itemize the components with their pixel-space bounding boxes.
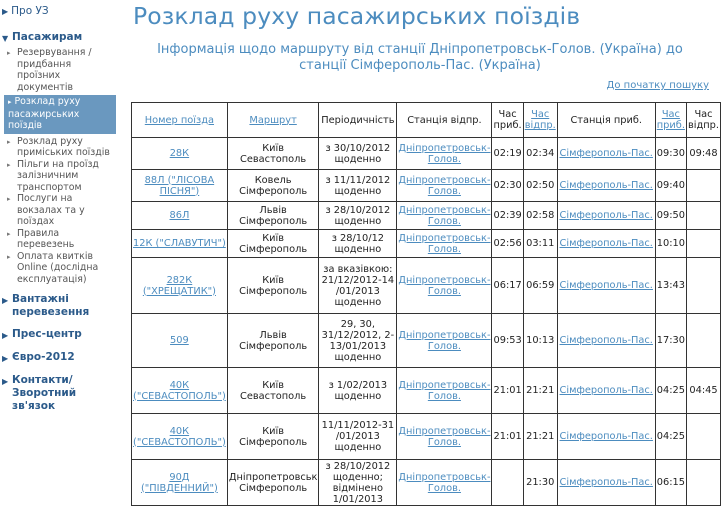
triangle-right-icon: ▸ <box>7 195 11 203</box>
arr-time-cell: 02:39 <box>493 210 522 221</box>
dep-station-link[interactable]: Дніпропетровськ-Голов. <box>398 274 491 297</box>
arr-station-link[interactable]: Сімферополь-Пас. <box>559 477 653 488</box>
table-cell <box>557 170 655 202</box>
triangle-right-icon: ▸ <box>7 137 11 146</box>
table-cell <box>227 138 319 170</box>
arr-time-cell: 02:30 <box>493 180 522 191</box>
sidebar-item-benefits[interactable]: ▸ Пільги на проїзд залізничним транспортом <box>7 158 99 193</box>
triangle-down-icon: ▼ <box>2 34 9 43</box>
table-cell <box>523 230 557 258</box>
route-cell: Київ Севастополь <box>240 142 307 165</box>
arr-time-cell: 17:30 <box>656 335 685 346</box>
triangle-right-icon: ▸ <box>7 49 11 57</box>
sidebar-item-passengers[interactable] <box>0 31 120 45</box>
period-cell: з 28/10/12 щоденно <box>331 232 385 255</box>
route-cell: Львів Сімферополь <box>239 329 308 352</box>
route-cell: Київ Сімферополь <box>239 232 308 255</box>
table-cell <box>397 460 492 506</box>
table-cell <box>557 368 655 414</box>
arr-time-cell: 09:50 <box>656 210 685 221</box>
table-cell <box>523 258 557 314</box>
triangle-right-icon: ▶ <box>2 6 9 16</box>
triangle-right-icon: ▸ <box>7 160 11 169</box>
sidebar-item-reservation[interactable]: ▸ Резервування / придбання проїзних документів <box>7 47 92 93</box>
train-link[interactable]: 88Л ("ЛІСОВА ПІСНЯ") <box>144 174 215 197</box>
table-cell <box>492 202 523 230</box>
route-cell: Київ Сімферополь <box>239 274 308 297</box>
arr-time-cell: 09:53 <box>493 335 522 346</box>
dep-station-link[interactable]: Дніпропетровськ-Голов. <box>398 232 491 255</box>
table-cell <box>227 202 319 230</box>
arr-station-link[interactable]: Сімферополь-Пас. <box>559 238 653 249</box>
table-cell <box>397 414 492 460</box>
arr-time-cell: 21:01 <box>493 385 522 396</box>
col-dep-time-2: Час відпр. <box>686 103 720 138</box>
table-row <box>132 314 721 368</box>
table-cell <box>557 230 655 258</box>
table-cell <box>492 258 523 314</box>
table-cell <box>132 230 228 258</box>
table-cell <box>227 314 319 368</box>
train-link[interactable]: 40К ("СЕВАСТОПОЛЬ") <box>133 425 226 448</box>
table-cell <box>132 202 228 230</box>
table-cell <box>686 460 720 506</box>
table-cell <box>686 138 720 170</box>
dep-station-link[interactable]: Дніпропетровськ-Голов. <box>398 471 491 494</box>
period-cell: 29, 30, 31/12/2012, 2-13/01/2013 щоденно <box>321 318 395 363</box>
table-cell <box>655 368 686 414</box>
arr-time-cell: 09:30 <box>656 148 685 159</box>
table-cell <box>523 202 557 230</box>
table-cell <box>655 230 686 258</box>
table-cell <box>492 314 523 368</box>
arr-time-cell: 06:15 <box>656 477 685 488</box>
triangle-right-icon: ▶ <box>2 377 9 386</box>
table-cell <box>227 258 319 314</box>
table-cell <box>523 460 557 506</box>
table-cell <box>655 170 686 202</box>
table-cell <box>523 414 557 460</box>
table-row <box>132 230 721 258</box>
table-cell <box>492 460 523 506</box>
table-row <box>132 258 721 314</box>
arr-station-link[interactable]: Сімферополь-Пас. <box>559 180 653 191</box>
table-cell <box>227 230 319 258</box>
table-cell <box>557 414 655 460</box>
dep-station-link[interactable]: Дніпропетровськ-Голов. <box>398 379 491 402</box>
sidebar-item-services[interactable]: ▸ Послуги на вокзалах та у поїздах <box>7 193 85 227</box>
dep-time-cell: 21:21 <box>526 385 555 396</box>
table-cell <box>132 258 228 314</box>
table-cell <box>492 138 523 170</box>
triangle-right-icon: ▸ <box>7 252 11 261</box>
route-cell: Дніпропетровськ Сімферополь <box>228 471 318 494</box>
triangle-right-icon: ▸ <box>8 98 12 106</box>
table-cell <box>319 202 397 230</box>
col-arr-time-1: Час приб. <box>492 103 523 138</box>
dep-time-cell: 21:21 <box>526 431 555 442</box>
route-cell: Ковель Сімферополь <box>239 174 308 197</box>
table-cell <box>492 230 523 258</box>
dep-time-cell: 02:58 <box>526 210 555 221</box>
dep-station-link[interactable]: Дніпропетровськ-Голов. <box>398 425 491 448</box>
arr-time-cell: 02:19 <box>493 148 522 159</box>
table-cell <box>132 170 228 202</box>
table-cell <box>655 138 686 170</box>
arr-time-cell: 13:43 <box>656 280 685 291</box>
route-cell: Львів Сімферополь <box>239 204 308 227</box>
table-row <box>132 202 721 230</box>
sidebar-item-suburban[interactable]: ▸ Розклад руху приміських поїздів <box>7 135 110 158</box>
table-cell <box>523 170 557 202</box>
schedule-table <box>131 102 721 506</box>
table-cell <box>655 258 686 314</box>
table-cell <box>397 258 492 314</box>
table-cell <box>686 170 720 202</box>
period-cell: за вказівкою: 21/12/2012-14 /01/2013 щоденно <box>321 263 395 308</box>
sidebar-item-cargo[interactable]: ▶ Вантажні перевезення <box>2 293 90 318</box>
sidebar-item-rules[interactable]: ▸ Правила перевезень <box>7 227 75 250</box>
table-cell <box>655 314 686 368</box>
table-cell <box>397 202 492 230</box>
triangle-right-icon: ▶ <box>2 354 9 363</box>
arr-time-cell: 02:56 <box>493 238 522 249</box>
table-cell <box>686 258 720 314</box>
train-link[interactable]: 86Л <box>169 210 190 221</box>
sidebar-item-schedule-active[interactable]: ▸ Розклад руху пасажирських поїздів <box>4 95 116 134</box>
table-cell <box>492 170 523 202</box>
table-cell <box>557 258 655 314</box>
table-cell <box>492 368 523 414</box>
table-cell <box>557 314 655 368</box>
dep-station-link[interactable]: Дніпропетровськ-Голов. <box>398 329 491 352</box>
table-cell <box>132 414 228 460</box>
back-to-search-link[interactable]: До початку пошуку <box>606 80 709 91</box>
period-cell: 11/11/2012-31 /01/2013 щоденно <box>321 420 395 453</box>
table-cell <box>492 414 523 460</box>
sidebar <box>0 0 120 413</box>
table-cell <box>557 138 655 170</box>
table-cell <box>397 230 492 258</box>
table-cell <box>227 414 319 460</box>
dep-time-cell: 09:48 <box>689 148 718 159</box>
arr-time-cell: 21:01 <box>493 431 522 442</box>
dep-station-link[interactable]: Дніпропетровськ-Голов. <box>398 204 491 227</box>
dep-time-cell: 04:45 <box>689 385 718 396</box>
sidebar-item-contacts[interactable]: ▶ Контакти/Зворотний зв'язок <box>2 374 77 412</box>
table-cell <box>523 138 557 170</box>
arr-station-link[interactable]: Сімферополь-Пас. <box>559 210 653 221</box>
route-subtitle: Інформація щодо маршруту від станції Дніпропетровськ-Голов. (Україна) до станції Сімферополь-Пас. (Україна) <box>157 42 683 73</box>
dep-station-link[interactable]: Дніпропетровськ-Голов. <box>398 174 491 197</box>
arr-time-cell: 06:17 <box>493 280 522 291</box>
table-cell <box>397 368 492 414</box>
sidebar-item-about[interactable] <box>0 4 120 18</box>
table-cell <box>655 202 686 230</box>
col-period: Періодичність <box>319 103 397 138</box>
table-cell <box>686 202 720 230</box>
route-cell: Київ Севастополь <box>240 379 307 402</box>
col-dep-station: Станція відпр. <box>397 103 492 138</box>
sidebar-item-euro[interactable]: ▶ Євро-2012 <box>2 351 75 363</box>
col-dep-time-1[interactable]: Час відпр. <box>523 103 557 138</box>
page-title: Розклад руху пасажирських поїздів <box>133 2 581 30</box>
period-cell: з 28/10/2012 щоденно <box>325 204 391 227</box>
arr-station-link[interactable]: Сімферополь-Пас. <box>559 280 653 291</box>
table-cell <box>319 138 397 170</box>
table-row <box>132 138 721 170</box>
period-cell: з 1/02/2013 щоденно <box>328 379 388 402</box>
dep-station-link[interactable]: Дніпропетровськ-Голов. <box>398 142 491 165</box>
arr-time-cell: 04:25 <box>656 431 685 442</box>
train-link[interactable]: 28К <box>169 148 190 159</box>
table-cell <box>319 258 397 314</box>
table-row <box>132 170 721 202</box>
table-cell <box>655 414 686 460</box>
train-link[interactable]: 509 <box>170 335 189 346</box>
table-cell <box>132 460 228 506</box>
table-cell <box>319 414 397 460</box>
table-cell <box>319 230 397 258</box>
dep-time-cell: 03:11 <box>526 238 555 249</box>
sidebar-item-online-payment[interactable]: ▸ Оплата квитків Online (дослідна експлуатація) <box>7 250 99 285</box>
table-cell <box>227 460 319 506</box>
period-cell: з 28/10/2012 щоденно; відмінено 1/01/2013 <box>325 460 391 505</box>
table-cell <box>686 414 720 460</box>
arr-time-cell: 09:40 <box>656 180 685 191</box>
col-arr-time-2[interactable]: Час приб. <box>655 103 686 138</box>
sidebar-item-press[interactable]: ▶ Прес-центр <box>2 328 82 340</box>
train-link[interactable]: 90Д ("ПІВДЕННИЙ") <box>140 471 218 494</box>
arr-station-link[interactable]: Сімферополь-Пас. <box>559 148 653 159</box>
table-cell <box>655 460 686 506</box>
table-row <box>132 368 721 414</box>
train-link[interactable]: 12К ("СЛАВУТИЧ") <box>133 238 226 249</box>
table-cell <box>557 460 655 506</box>
col-train[interactable]: Номер поїзда <box>132 103 228 138</box>
period-cell: з 11/11/2012 щоденно <box>325 174 391 197</box>
table-cell <box>132 314 228 368</box>
table-cell <box>557 202 655 230</box>
table-cell <box>227 368 319 414</box>
table-cell <box>319 314 397 368</box>
table-cell <box>319 460 397 506</box>
table-row <box>132 414 721 460</box>
table-cell <box>227 170 319 202</box>
table-cell <box>132 368 228 414</box>
arr-time-cell: 10:10 <box>656 238 685 249</box>
col-arr-station: Станція приб. <box>557 103 655 138</box>
train-link[interactable]: 40К ("СЕВАСТОПОЛЬ") <box>133 379 226 402</box>
arr-station-link[interactable]: Сімферополь-Пас. <box>559 335 653 346</box>
period-cell: з 30/10/2012 щоденно <box>325 142 391 165</box>
triangle-right-icon: ▶ <box>2 296 9 305</box>
table-cell <box>686 230 720 258</box>
triangle-right-icon: ▶ <box>2 331 9 340</box>
arr-time-cell: 04:25 <box>656 385 685 396</box>
sidebar-item-label: Пасажирам <box>12 31 83 43</box>
table-cell <box>686 368 720 414</box>
dep-time-cell: 10:13 <box>526 335 555 346</box>
dep-time-cell: 02:50 <box>526 180 555 191</box>
table-cell <box>397 170 492 202</box>
route-cell: Київ Сімферополь <box>239 425 308 448</box>
col-route[interactable]: Маршрут <box>227 103 319 138</box>
table-cell <box>319 368 397 414</box>
table-cell <box>523 314 557 368</box>
dep-time-cell: 02:34 <box>526 148 555 159</box>
train-link[interactable]: 282К ("ХРЕЩАТИК") <box>142 274 216 297</box>
dep-time-cell: 06:59 <box>526 280 555 291</box>
table-cell <box>132 138 228 170</box>
table-row <box>132 460 721 506</box>
dep-time-cell: 21:30 <box>526 477 555 488</box>
triangle-right-icon: ▸ <box>7 229 11 238</box>
table-cell <box>523 368 557 414</box>
table-cell <box>319 170 397 202</box>
table-cell <box>397 138 492 170</box>
arr-station-link[interactable]: Сімферополь-Пас. <box>559 385 653 396</box>
arr-station-link[interactable]: Сімферополь-Пас. <box>559 431 653 442</box>
table-cell <box>686 314 720 368</box>
sidebar-item-label: Про УЗ <box>11 5 49 17</box>
table-cell <box>397 314 492 368</box>
